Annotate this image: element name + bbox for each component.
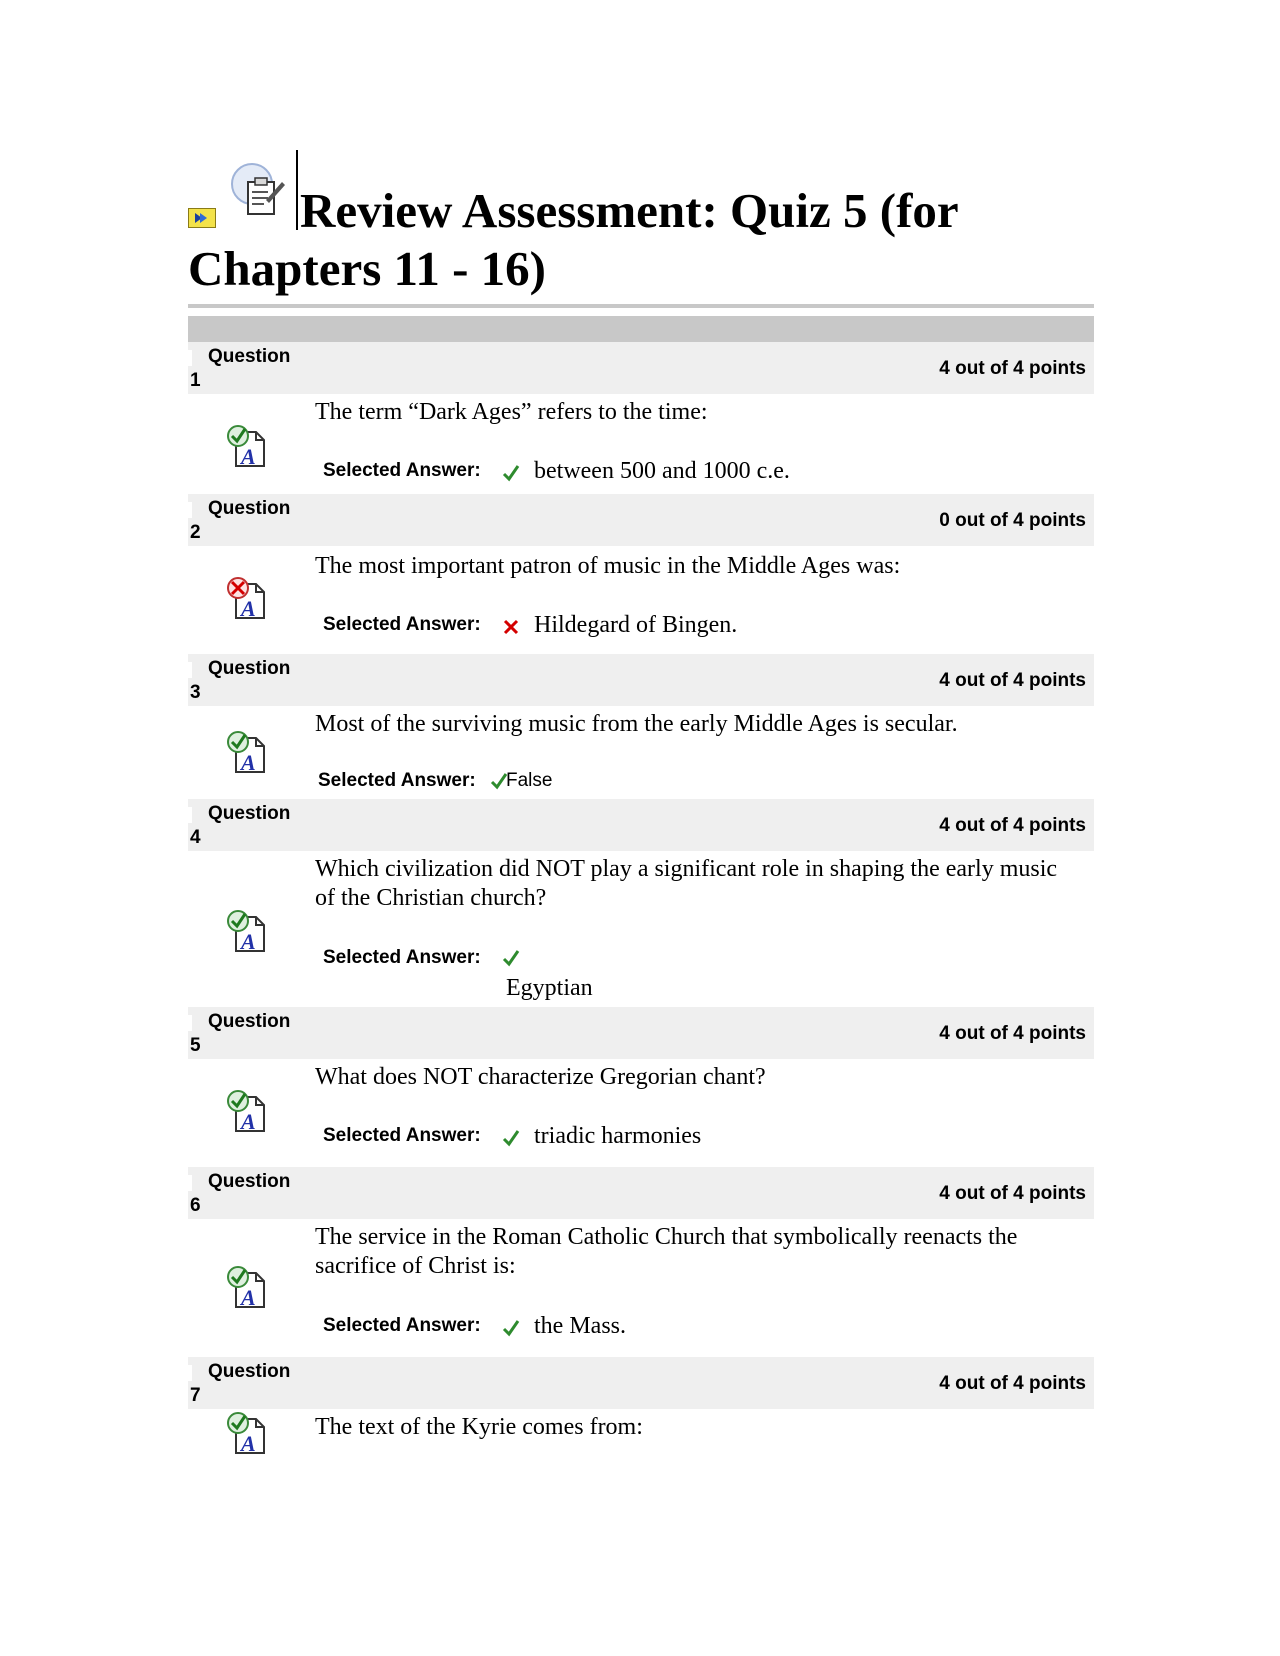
row-marker — [188, 1365, 192, 1381]
page-title: Review Assessment: Quiz 5 (for Chapters 11 - 16) — [188, 183, 958, 296]
question-text: The service in the Roman Catholic Church that symbolically reenacts the sacrifice of Christ is: — [315, 1224, 1018, 1279]
question-label: Question — [208, 1011, 291, 1032]
question-label: Question — [208, 1361, 291, 1382]
expand-arrow-icon[interactable] — [188, 208, 216, 228]
svg-text:A: A — [241, 929, 256, 953]
question-text: The most important patron of music in the Middle Ages was: — [315, 553, 901, 579]
question-body — [188, 394, 1094, 494]
assessment-clipboard-icon — [230, 160, 290, 222]
correct-answer-document-icon — [226, 909, 270, 953]
selected-answer-label: Selected Answer: — [318, 770, 476, 791]
question-points: 4 out of 4 points — [939, 815, 1086, 836]
question-text: What does NOT characterize Gregorian chant? — [315, 1064, 766, 1090]
check-icon — [502, 949, 520, 967]
question-number: 4 — [190, 827, 201, 848]
question-body — [188, 851, 1094, 1007]
question-body — [188, 1409, 1094, 1469]
row-marker — [188, 807, 192, 823]
selected-answer-label: Selected Answer: — [323, 614, 481, 635]
question-points: 4 out of 4 points — [939, 358, 1086, 379]
row-marker — [188, 350, 192, 366]
question-header — [188, 799, 1094, 851]
question-number: 3 — [190, 682, 201, 703]
svg-text:A: A — [241, 444, 256, 468]
svg-text:A: A — [241, 1109, 256, 1133]
correct-answer-document-icon — [226, 730, 270, 774]
check-icon — [502, 464, 520, 482]
cross-icon — [502, 618, 520, 636]
question-points: 4 out of 4 points — [939, 670, 1086, 691]
question-text: The term “Dark Ages” refers to the time: — [315, 399, 708, 425]
question-label: Question — [208, 498, 291, 519]
question-label: Question — [208, 346, 291, 367]
selected-answer-label: Selected Answer: — [323, 1125, 481, 1146]
question-text: Which civilization did NOT play a significant role in shaping the early music of the Christian church? — [315, 856, 1058, 911]
check-icon — [502, 1319, 520, 1337]
question-text: Most of the surviving music from the early Middle Ages is secular. — [315, 711, 958, 737]
title-divider — [188, 304, 1094, 308]
question-body — [188, 1219, 1094, 1357]
question-header — [188, 1357, 1094, 1409]
selected-answer-value: between 500 and 1000 c.e. — [534, 458, 790, 484]
selected-answer-label: Selected Answer: — [323, 947, 481, 968]
question-label: Question — [208, 1171, 291, 1192]
title-row — [188, 150, 1094, 298]
question-header — [188, 654, 1094, 706]
correct-answer-document-icon — [226, 1411, 270, 1455]
selected-answer-value: False — [506, 770, 553, 791]
correct-answer-document-icon — [226, 1089, 270, 1133]
question-header — [188, 342, 1094, 394]
question-body — [188, 706, 1094, 799]
svg-text:A: A — [241, 1285, 256, 1309]
header-band — [188, 316, 1094, 342]
question-header — [188, 1167, 1094, 1219]
row-marker — [188, 1015, 192, 1031]
svg-text:A: A — [241, 1431, 256, 1455]
selected-answer-value: the Mass. — [534, 1313, 626, 1339]
svg-text:A: A — [241, 596, 256, 620]
selected-answer-value: triadic harmonies — [534, 1123, 702, 1149]
svg-text:A: A — [241, 750, 256, 774]
question-number: 1 — [190, 370, 201, 391]
question-header — [188, 494, 1094, 546]
selected-answer-value: Egyptian — [506, 975, 593, 1001]
assessment-page — [188, 150, 1094, 1469]
selected-answer-value: Hildegard of Bingen. — [534, 612, 738, 638]
question-text: The text of the Kyrie comes from: — [315, 1414, 643, 1440]
question-points: 4 out of 4 points — [939, 1373, 1086, 1394]
row-marker — [188, 1175, 192, 1191]
correct-answer-document-icon — [226, 1265, 270, 1309]
selected-answer-label: Selected Answer: — [323, 1315, 481, 1336]
question-body — [188, 546, 1094, 654]
question-body — [188, 1059, 1094, 1167]
question-number: 5 — [190, 1035, 201, 1056]
correct-answer-document-icon — [226, 424, 270, 468]
question-points: 4 out of 4 points — [939, 1183, 1086, 1204]
question-number: 7 — [190, 1385, 201, 1406]
question-number: 6 — [190, 1195, 201, 1216]
question-label: Question — [208, 803, 291, 824]
check-icon — [502, 1129, 520, 1147]
incorrect-answer-document-icon — [226, 576, 270, 620]
row-marker — [188, 662, 192, 678]
selected-answer-label: Selected Answer: — [323, 460, 481, 481]
question-number: 2 — [190, 522, 201, 543]
text-cursor — [296, 150, 298, 230]
question-points: 4 out of 4 points — [939, 1023, 1086, 1044]
row-marker — [188, 502, 192, 518]
question-header — [188, 1007, 1094, 1059]
question-points: 0 out of 4 points — [939, 510, 1086, 531]
question-label: Question — [208, 658, 291, 679]
